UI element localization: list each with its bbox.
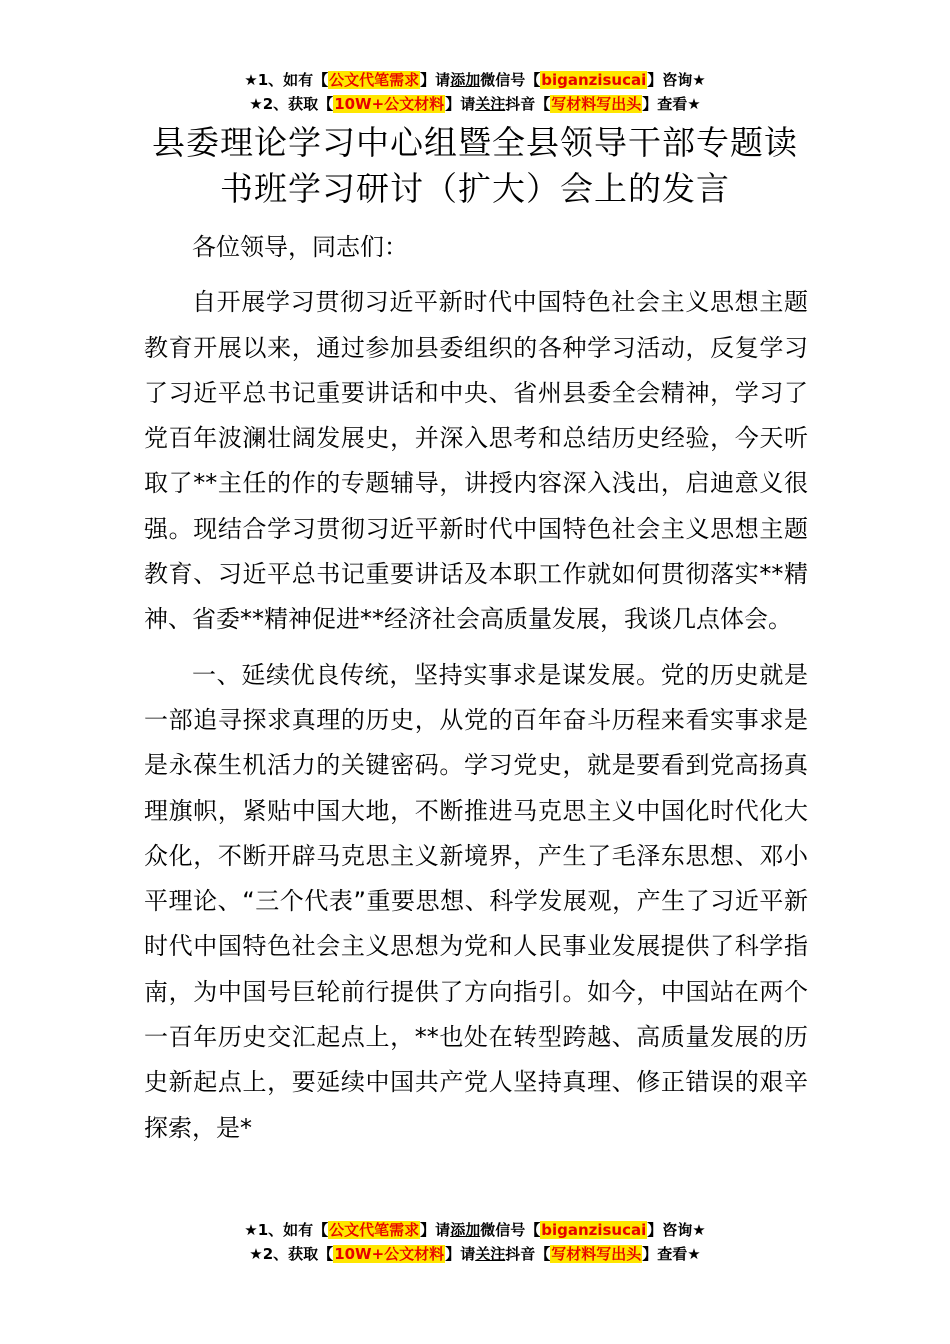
ad-highlight: biganzisucai (541, 71, 647, 89)
ad-header-line-1: ★1、如有【公文代笔需求】请添加微信号【biganzisucai】咨询★ (244, 71, 706, 89)
paragraph-2: 一、延续优良传统，坚持实事求是谋发展。党的历史就是一部追寻探求真理的历史，从党的百年奋斗历程来看实事求是是永葆生机活力的关键密码。学习党史，就是要看到党高扬真理旗帜，紧贴中国大地，不断推进马克思主义中国化时代化大众化，不断开辟马克思主义新境界，产生了毛泽东思想、邓小平理论、“三个代表”重要思想、科学发展观，产生了习近平新时代中国特色社会主义思想为党和人民事业发展提供了科学指南，为中国号巨轮前行提供了方向指引。如今，中国站在两个一百年历史交汇起点上，**也处在转型跨越、高质量发展的历史新起点上，要延续中国共产党人坚持真理、修正错误的艰辛探索，是* (144, 660, 808, 1142)
title-line-1: 县委理论学习中心组暨全县领导干部专题读 (152, 123, 798, 162)
ad-highlight: 写材料写出头 (551, 1245, 642, 1263)
title-line-2: 书班学习研讨（扩大）会上的发言 (220, 169, 730, 208)
ad-header (0, 68, 950, 116)
ad-highlight: 写材料写出头 (551, 95, 642, 113)
ad-header-line-2: ★2、获取【10W+公文材料】请关注抖音【写材料写出头】查看★ (249, 95, 701, 113)
ad-highlight: 10W+公文材料 (334, 1245, 445, 1263)
document-title (0, 120, 950, 212)
ad-highlight: 公文代笔需求 (329, 71, 420, 89)
ad-highlight: biganzisucai (541, 1221, 647, 1239)
ad-footer-line-1: ★1、如有【公文代笔需求】请添加微信号【biganzisucai】咨询★ (244, 1221, 706, 1239)
document-body (144, 225, 808, 1151)
ad-highlight: 10W+公文材料 (334, 95, 445, 113)
ad-footer (0, 1218, 950, 1266)
salutation: 各位领导，同志们： (192, 233, 408, 261)
paragraph-1: 自开展学习贯彻习近平新时代中国特色社会主义思想主题教育开展以来，通过参加县委组织的各种学习活动，反复学习了习近平总书记重要讲话和中央、省州县委全会精神，学习了党百年波澜壮阔发展史，并深入思考和总结历史经验，今天听取了**主任的作的专题辅导，讲授内容深入浅出，启迪意义很强。现结合学习贯彻习近平新时代中国特色社会主义思想主题教育、习近平总书记重要讲话及本职工作就如何贯彻落实**精神、省委**精神促进**经济社会高质量发展，我谈几点体会。 (144, 288, 808, 634)
ad-footer-line-2: ★2、获取【10W+公文材料】请关注抖音【写材料写出头】查看★ (249, 1245, 701, 1263)
ad-highlight: 公文代笔需求 (329, 1221, 420, 1239)
